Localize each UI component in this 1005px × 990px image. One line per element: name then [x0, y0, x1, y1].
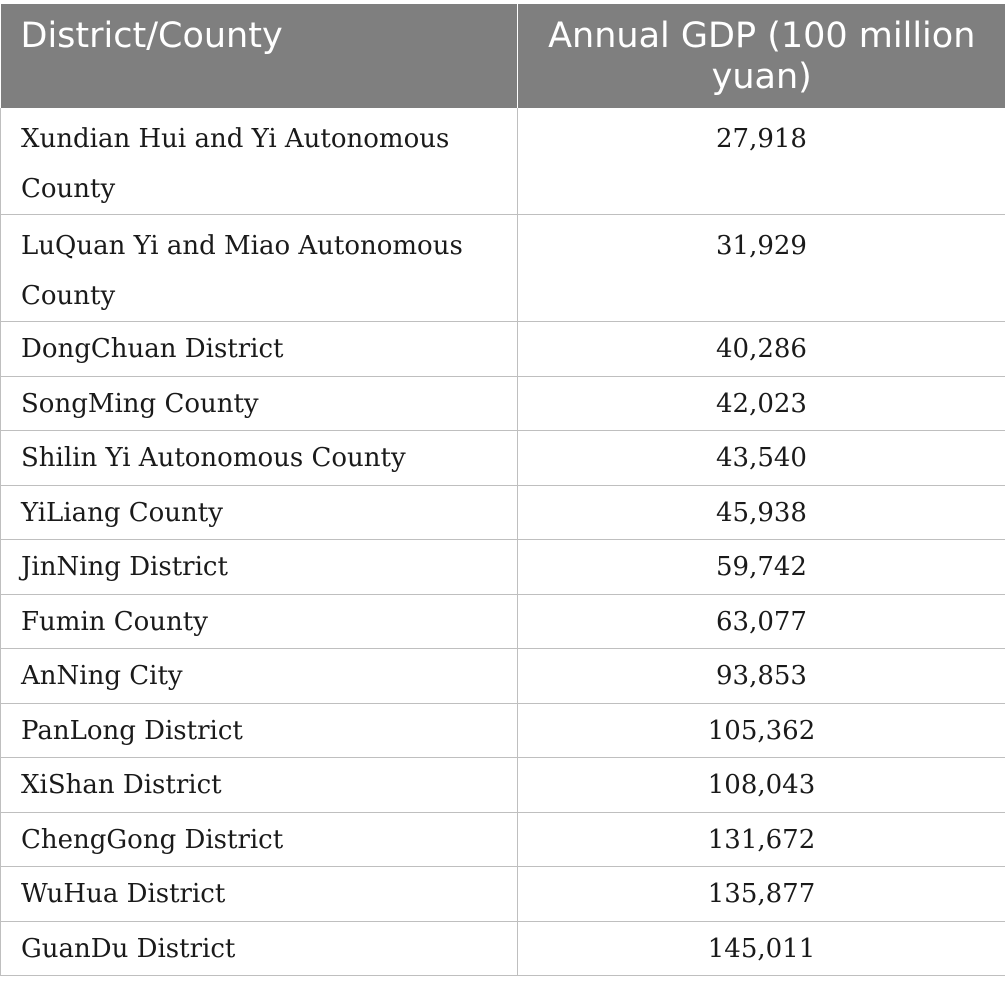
district-name-cell: Shilin Yi Autonomous County — [1, 431, 518, 486]
table-row — [1, 758, 1005, 813]
table-row — [1, 376, 1005, 431]
table-row — [1, 108, 1005, 215]
table-row — [1, 649, 1005, 704]
table-row — [1, 867, 1005, 922]
district-name-cell: JinNing District — [1, 540, 518, 595]
table-row — [1, 431, 1005, 486]
gdp-value-cell: 27,918 — [518, 108, 1005, 215]
table-row — [1, 594, 1005, 649]
district-name-cell: Xundian Hui and Yi Autonomous County — [1, 108, 518, 215]
gdp-value-cell: 93,853 — [518, 649, 1005, 704]
table-row — [1, 703, 1005, 758]
table-row — [1, 921, 1005, 976]
district-name-cell: PanLong District — [1, 703, 518, 758]
district-name-cell: DongChuan District — [1, 322, 518, 377]
district-name-cell: GuanDu District — [1, 921, 518, 976]
district-name-cell: Fumin County — [1, 594, 518, 649]
district-name-cell: YiLiang County — [1, 485, 518, 540]
gdp-value-cell: 31,929 — [518, 215, 1005, 322]
district-name-cell: AnNing City — [1, 649, 518, 704]
gdp-value-cell: 40,286 — [518, 322, 1005, 377]
header-annual-gdp: Annual GDP (100 million yuan) — [518, 4, 1005, 108]
gdp-value-cell: 145,011 — [518, 921, 1005, 976]
table-row — [1, 322, 1005, 377]
district-name-cell: XiShan District — [1, 758, 518, 813]
gdp-value-cell: 131,672 — [518, 812, 1005, 867]
district-name-cell: ChengGong District — [1, 812, 518, 867]
table-row — [1, 485, 1005, 540]
gdp-value-cell: 42,023 — [518, 376, 1005, 431]
gdp-value-cell: 63,077 — [518, 594, 1005, 649]
gdp-value-cell: 43,540 — [518, 431, 1005, 486]
gdp-value-cell: 105,362 — [518, 703, 1005, 758]
gdp-table — [0, 4, 1005, 976]
district-name-cell: LuQuan Yi and Miao Autonomous County — [1, 215, 518, 322]
district-name-cell: SongMing County — [1, 376, 518, 431]
district-name-cell: WuHua District — [1, 867, 518, 922]
header-row — [1, 4, 1005, 108]
table-row — [1, 812, 1005, 867]
table-row — [1, 540, 1005, 595]
table-row — [1, 215, 1005, 322]
header-district-county: District/County — [1, 4, 518, 108]
gdp-value-cell: 135,877 — [518, 867, 1005, 922]
gdp-value-cell: 45,938 — [518, 485, 1005, 540]
gdp-value-cell: 108,043 — [518, 758, 1005, 813]
gdp-value-cell: 59,742 — [518, 540, 1005, 595]
